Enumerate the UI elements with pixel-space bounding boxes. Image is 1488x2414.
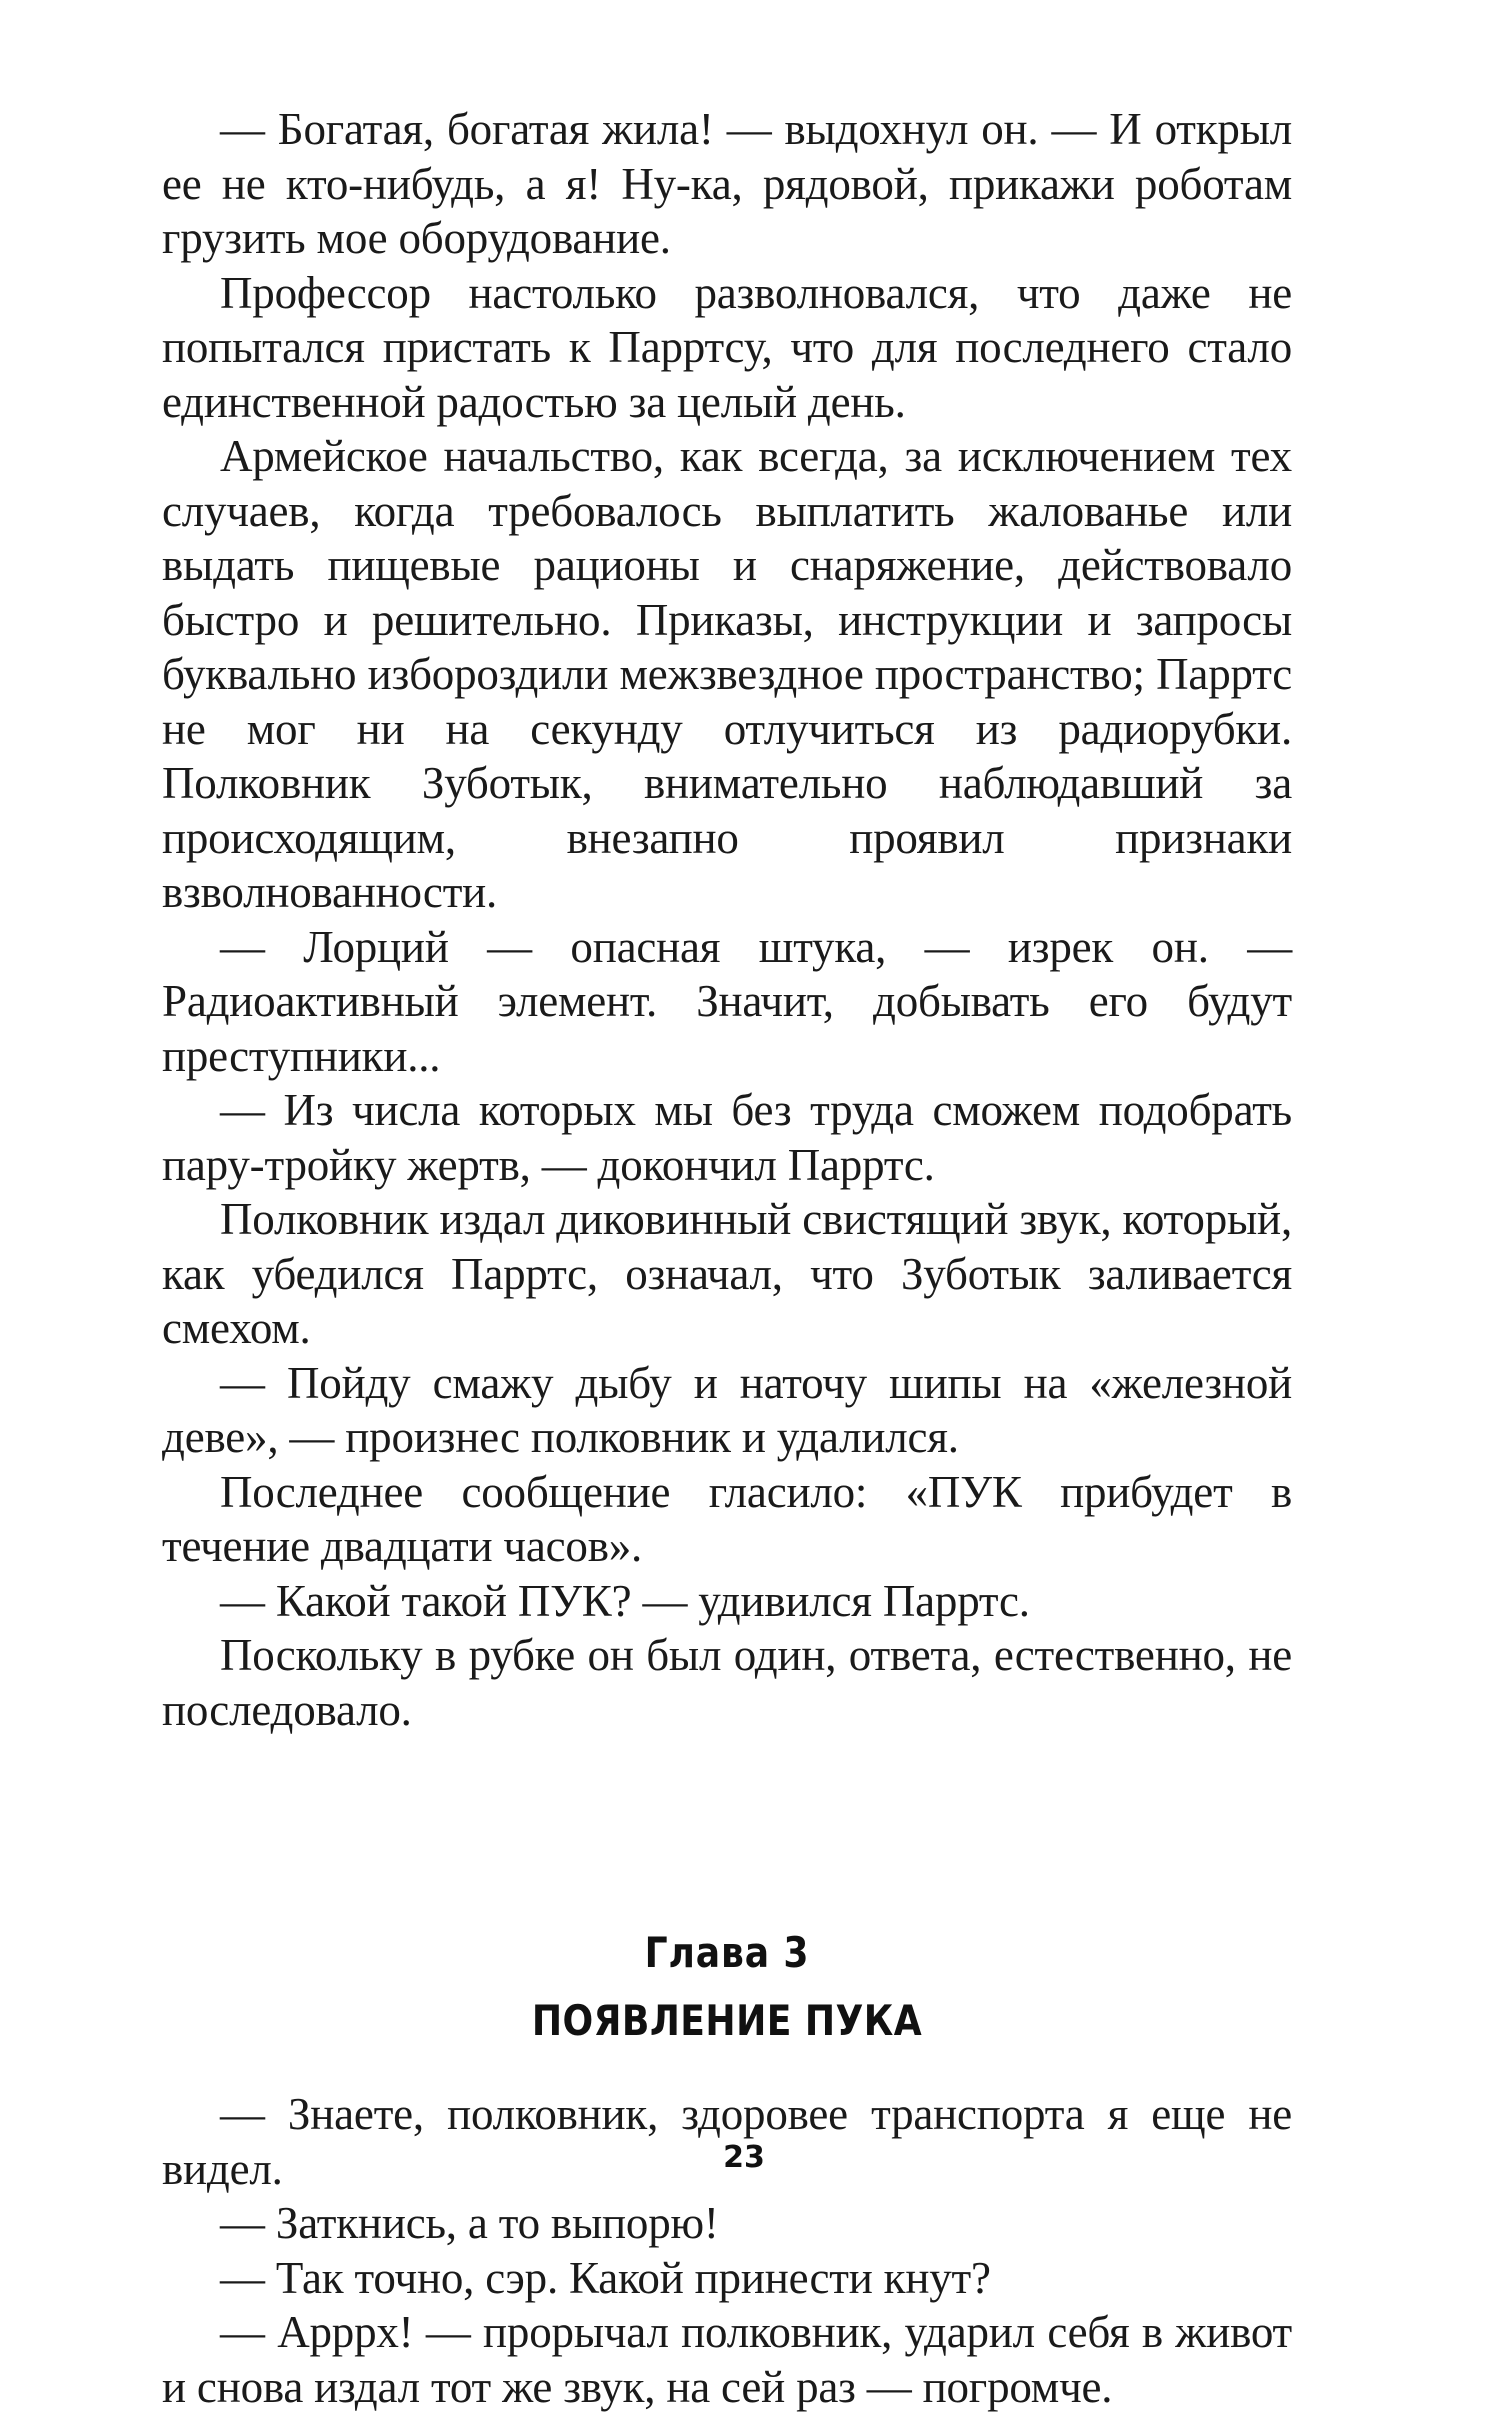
chapter-number: Глава 3	[644, 1928, 810, 1977]
paragraph: Последнее сообщение гласило: «ПУК прибудет в течение двадцати часов».	[162, 1466, 1292, 1571]
paragraph: — Заткнись, а то выпорю!	[220, 2198, 719, 2248]
paragraph: — Из числа которых мы без труда сможем подобрать пару-тройку жертв, — докончил Парртс.	[162, 1085, 1292, 1190]
text-before-chapter	[162, 102, 1292, 1737]
chapter-heading	[162, 1925, 1292, 2049]
paragraph: — Пойду смажу дыбу и наточу шипы на «железной деве», — произнес полковник и удалился.	[162, 1357, 1292, 1462]
text-after-chapter	[162, 2087, 1292, 2414]
paragraph: Полковник издал диковинный свистящий звук, который, как убедился Парртс, означал, что Зуботык заливается смехом.	[162, 1194, 1292, 1353]
paragraph: Армейское начальство, как всегда, за исключением тех случаев, когда требовалось выплатить жалованье или выдать пищевые рационы и снаряжение, действовало быстро и решительно. Приказы, инструкции и запросы буквально избороздили межзвездное пространство; Парртс не мог ни на секунду отлучиться из радиорубки. Полковник Зуботык, внимательно наблюдавший за происходящим, внезапно проявил признаки взволнованности.	[162, 431, 1292, 917]
page-number: 23	[723, 2140, 765, 2175]
paragraph: — Знаете, полковник, здоровее транспорта я еще не видел.	[162, 2089, 1292, 2194]
paragraph: — Так точно, сэр. Какой принести кнут?	[220, 2252, 991, 2303]
paragraph: Поскольку в рубке он был один, ответа, естественно, не последовало.	[162, 1630, 1292, 1735]
paragraph: — Лорций — опасная штука, — изрек он. — Радиоактивный элемент. Значит, добывать его будут преступники...	[162, 921, 1292, 1081]
book-page	[162, 102, 1292, 2414]
paragraph: — Богатая, богатая жила! — выдохнул он. — И открыл ее не кто-нибудь, а я! Ну-ка, рядовой, прикажи роботам грузить мое оборудование.	[162, 104, 1292, 263]
paragraph: — Какой такой ПУК? — удивился Парртс.	[220, 1575, 1030, 1626]
chapter-title: ПОЯВЛЕНИЕ ПУКА	[531, 1996, 923, 2045]
paragraph: — Арррх! — прорычал полковник, ударил себя в живот и снова издал тот же звук, на сей раз — погромче.	[162, 2307, 1292, 2412]
paragraph: Профессор настолько разволновался, что даже не попытался пристать к Парртсу, что для последнего стало единственной радостью за целый день.	[162, 267, 1292, 427]
